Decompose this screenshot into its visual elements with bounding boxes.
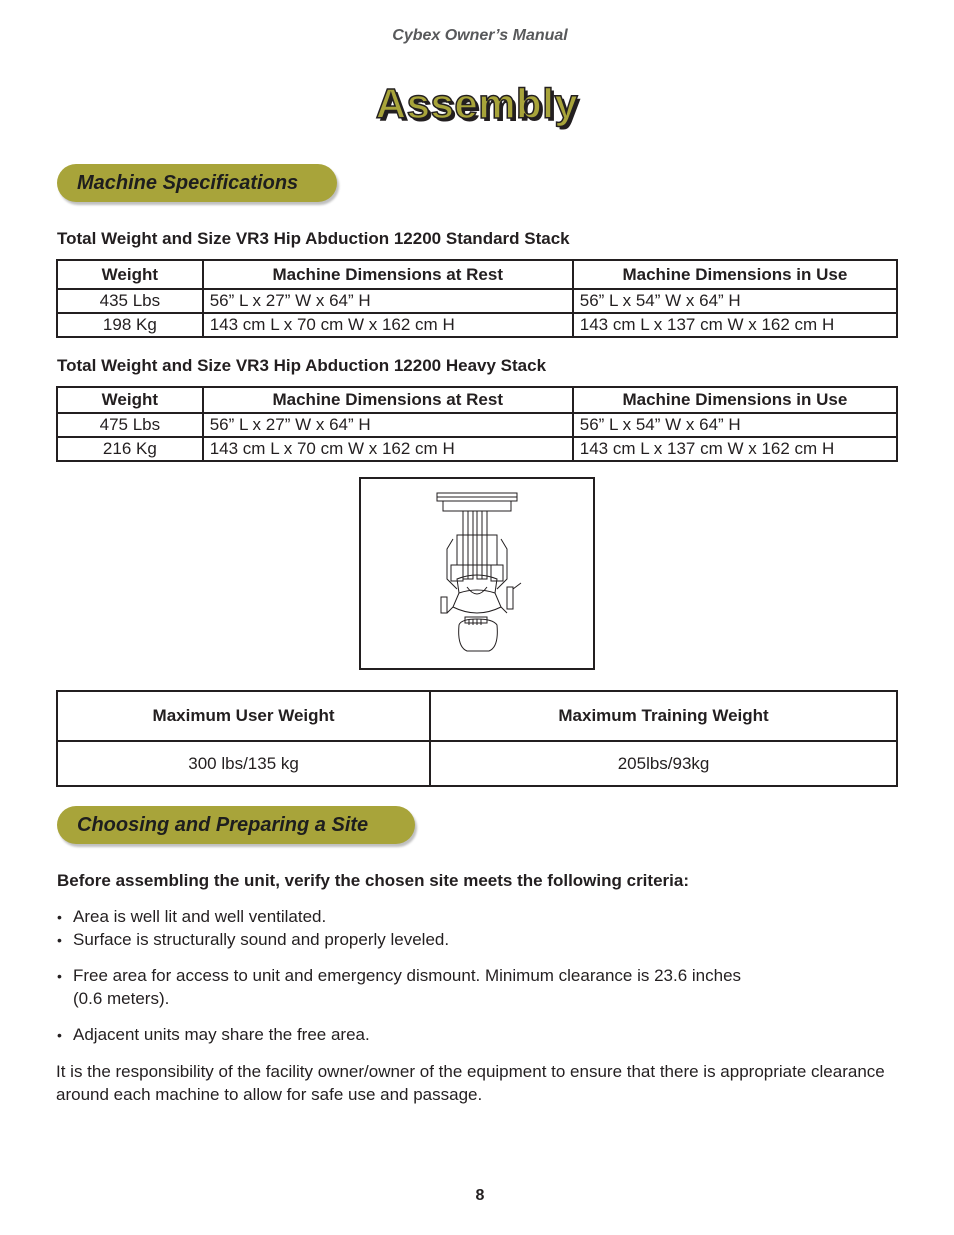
header-weight: Weight [57, 260, 203, 289]
cell-dimensions-rest: 143 cm L x 70 cm W x 162 cm H [203, 313, 573, 337]
weight-limits-table [56, 690, 898, 787]
machine-top-view-figure [359, 477, 595, 670]
cell-weight: 216 Kg [57, 437, 203, 461]
list-item: • Free area for access to unit and emergency dismount. Minimum clearance is 23.6 inches [57, 964, 741, 988]
responsibility-paragraph: It is the responsibility of the facility owner/owner of the equipment to ensure that there is appropriate clearance around each machine to allow for safe use and passage. [56, 1062, 885, 1104]
cell-weight: 475 Lbs [57, 413, 203, 437]
section-heading-machine-specifications: Machine Specifications [57, 164, 337, 202]
cell-dimensions-rest: 143 cm L x 70 cm W x 162 cm H [203, 437, 573, 461]
table1-caption: Total Weight and Size VR3 Hip Abduction 12200 Standard Stack [57, 229, 570, 248]
cell-weight: 198 Kg [57, 313, 203, 337]
cell-dimensions-rest: 56” L x 27” W x 64” H [203, 289, 573, 313]
heavy-stack-table [56, 386, 898, 462]
cell-dimensions-use: 56” L x 54” W x 64” H [573, 413, 897, 437]
manual-header: Cybex Owner’s Manual [392, 27, 568, 44]
cell-dimensions-rest: 56” L x 27” W x 64” H [203, 413, 573, 437]
header-max-training-weight: Maximum Training Weight [430, 691, 897, 741]
header-weight: Weight [57, 387, 203, 413]
cell-dimensions-use: 143 cm L x 137 cm W x 162 cm H [573, 313, 897, 337]
header-dimensions-rest: Machine Dimensions at Rest [203, 387, 573, 413]
cell-dimensions-use: 56” L x 54” W x 64” H [573, 289, 897, 313]
table-row [57, 289, 897, 313]
bullet-icon: • [57, 968, 62, 984]
page-number: 8 [475, 1187, 485, 1204]
list-item: • Area is well lit and well ventilated. [57, 905, 326, 929]
table2-caption: Total Weight and Size VR3 Hip Abduction 12200 Heavy Stack [57, 356, 547, 375]
bullet-icon: • [57, 932, 62, 948]
table-header-row [57, 691, 897, 741]
table-row [57, 437, 897, 461]
cell-max-training-weight: 205lbs/93kg [430, 741, 897, 786]
header-dimensions-rest: Machine Dimensions at Rest [203, 260, 573, 289]
page-title: Assembly [375, 80, 579, 127]
table-header-row [57, 387, 897, 413]
list-item: • Surface is structurally sound and properly leveled. [57, 928, 449, 952]
cell-weight: 435 Lbs [57, 289, 203, 313]
cell-dimensions-use: 143 cm L x 137 cm W x 162 cm H [573, 437, 897, 461]
table-row [57, 313, 897, 337]
table-row [57, 741, 897, 786]
list-item-continuation: (0.6 meters). [73, 989, 170, 1008]
bullet-icon: • [57, 909, 62, 925]
section-heading-choosing-site: Choosing and Preparing a Site [57, 806, 415, 844]
list-item: • Adjacent units may share the free area. [57, 1023, 370, 1047]
standard-stack-table [56, 259, 898, 338]
header-dimensions-use: Machine Dimensions in Use [573, 387, 897, 413]
cell-max-user-weight: 300 lbs/135 kg [57, 741, 430, 786]
header-max-user-weight: Maximum User Weight [57, 691, 430, 741]
hip-abduction-machine-drawing [361, 479, 593, 668]
table-row [57, 413, 897, 437]
header-dimensions-use: Machine Dimensions in Use [573, 260, 897, 289]
bullet-icon: • [57, 1027, 62, 1043]
table-header-row [57, 260, 897, 289]
criteria-intro: Before assembling the unit, verify the chosen site meets the following criteria: [57, 871, 689, 890]
